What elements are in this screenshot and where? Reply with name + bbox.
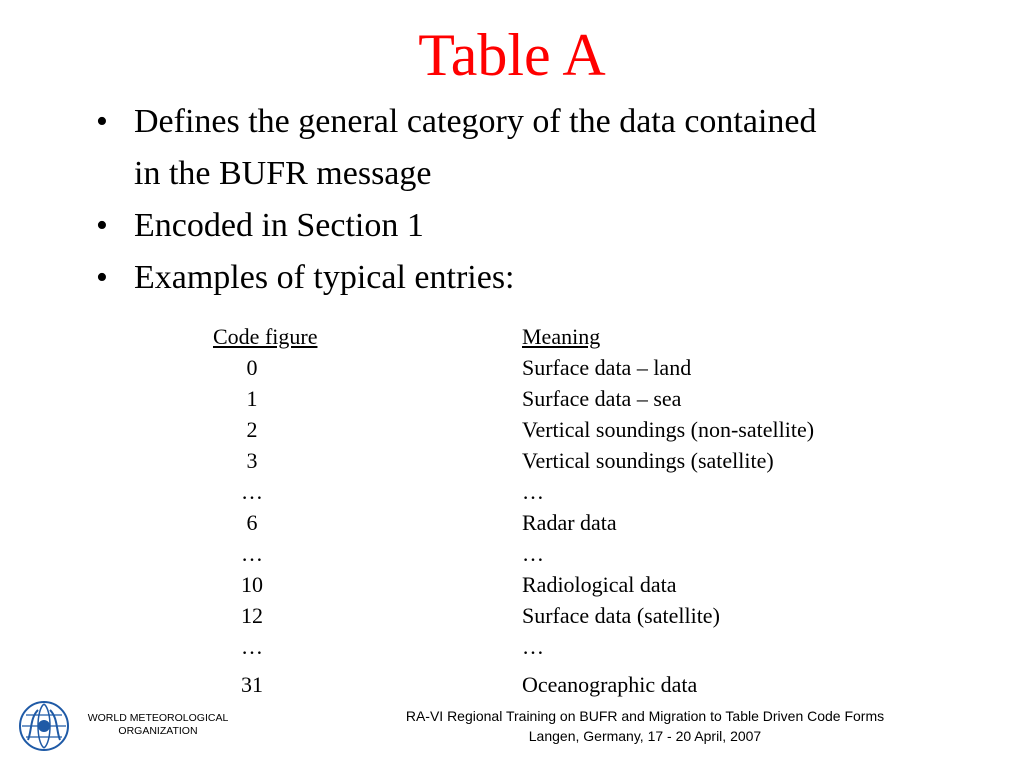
bullet-item xyxy=(92,96,952,200)
meaning-cell: Oceanographic data xyxy=(522,672,698,697)
organization-name xyxy=(78,712,238,738)
meaning-cell: Radar data xyxy=(522,510,617,535)
event-title: RA-VI Regional Training on BUFR and Migration to Table Driven Code Forms xyxy=(405,708,885,724)
bullet-text: Examples of typical entries: xyxy=(134,259,515,296)
code-cell: 1 xyxy=(246,386,258,411)
bullet-text: Defines the general category of the data contained xyxy=(134,103,817,140)
code-cell: … xyxy=(241,479,263,504)
bullet-marker: • xyxy=(96,207,108,244)
code-cell: 3 xyxy=(246,448,258,473)
wmo-emblem-icon xyxy=(18,700,70,752)
code-cell: 6 xyxy=(246,510,258,535)
event-location-date: Langen, Germany, 17 - 20 April, 2007 xyxy=(528,728,762,744)
bullet-item xyxy=(92,200,952,252)
code-cell: 12 xyxy=(241,603,263,628)
meaning-cell: Radiological data xyxy=(522,572,677,597)
meaning-cell: … xyxy=(522,541,544,566)
meaning-cell: … xyxy=(522,479,544,504)
code-cell: 31 xyxy=(241,672,263,697)
meaning-cell: … xyxy=(522,634,544,659)
meaning-cell: Surface data – sea xyxy=(522,386,682,411)
bullet-marker: • xyxy=(96,259,108,296)
meaning-cell: Surface data (satellite) xyxy=(522,603,720,628)
meaning-cell: Vertical soundings (satellite) xyxy=(522,448,774,473)
code-cell: 0 xyxy=(246,355,258,380)
bullet-list xyxy=(92,96,952,304)
bullet-item xyxy=(92,252,952,304)
bullet-text-continued: in the BUFR message xyxy=(134,155,432,192)
bullet-marker: • xyxy=(96,103,108,140)
organization-line1: WORLD METEOROLOGICAL xyxy=(87,712,229,724)
code-cell: 10 xyxy=(241,572,263,597)
meaning-cell: Surface data – land xyxy=(522,355,692,380)
organization-line2: ORGANIZATION xyxy=(118,725,198,737)
meaning-cell: Vertical soundings (non-satellite) xyxy=(522,417,815,442)
code-cell: … xyxy=(241,541,263,566)
bullet-text: Encoded in Section 1 xyxy=(134,207,424,244)
event-caption xyxy=(340,706,950,746)
slide-title: Table A xyxy=(418,22,606,88)
code-cell: … xyxy=(241,634,263,659)
code-cell: 2 xyxy=(246,417,258,442)
meaning-header: Meaning xyxy=(522,324,601,349)
code-figure-header: Code figure xyxy=(213,324,318,349)
